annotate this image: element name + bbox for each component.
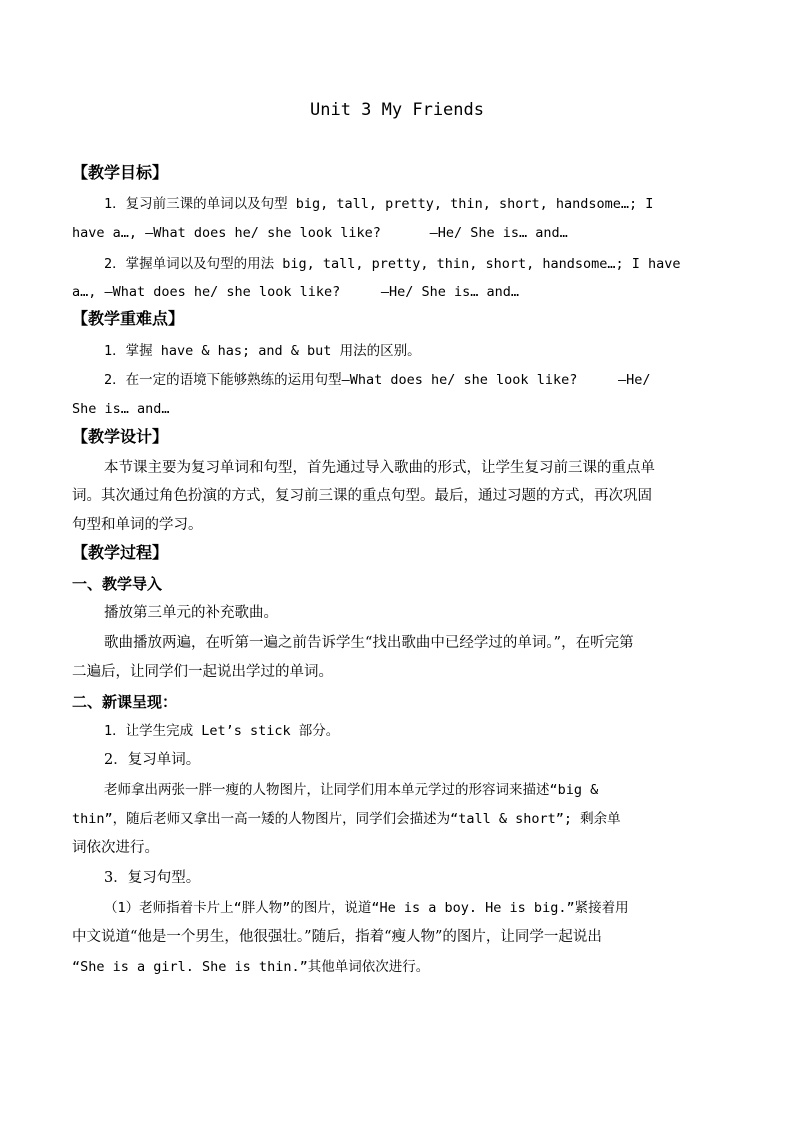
step-2-line-1: 老师拿出两张一胖一瘦的人物图片，让同学们用本单元学过的形容词来描述“big &	[104, 782, 599, 798]
design-line-1: 本节课主要为复习单词和句型，首先通过导入歌曲的形式，让学生复习前三课的重点单	[104, 460, 655, 476]
key-points-item-2-line-2: She is… and…	[72, 401, 170, 417]
goals-item-1-line-1: 1．复习前三课的单词以及句型 big, tall, pretty, thin, short, handsome…; I	[104, 196, 654, 212]
process-heading: 【教学过程】	[72, 543, 169, 562]
intro-line-1: 播放第三单元的补充歌曲。	[104, 605, 278, 621]
intro-line-3: 二遍后，让同学们一起说出学过的单词。	[72, 664, 333, 680]
goals-heading: 【教学目标】	[72, 163, 169, 182]
step-3: 3．复习句型。	[104, 870, 201, 886]
design-heading: 【教学设计】	[72, 427, 169, 446]
step-3-line-1: （1）老师指着卡片上“胖人物”的图片，说道“He is a boy. He is big.”紧接着用	[104, 900, 629, 916]
goals-item-2-line-2: a…, —What does he/ she look like? —He/ She is… and…	[72, 284, 520, 300]
key-points-item-1: 1．掌握 have & has; and & but 用法的区别。	[104, 343, 421, 359]
intro-heading: 一、教学导入	[72, 575, 163, 593]
key-points-item-2-line-1: 2．在一定的语境下能够熟练的运用句型—What does he/ she look like? —He/	[104, 372, 651, 388]
step-2-line-3: 词依次进行。	[72, 840, 159, 856]
goals-item-1-line-2: have a…, —What does he/ she look like? —He/ She is… and…	[72, 225, 568, 241]
intro-line-2: 歌曲播放两遍，在听第一遍之前告诉学生“找出歌曲中已经学过的单词。”，在听完第	[104, 635, 634, 651]
design-line-2: 词。其次通过角色扮演的方式，复习前三课的重点句型。最后，通过习题的方式，再次巩固	[72, 488, 652, 504]
document-title: Unit 3 My Friends	[310, 100, 484, 120]
key-points-heading: 【教学重难点】	[72, 309, 185, 328]
step-2: 2．复习单词。	[104, 752, 201, 768]
step-1: 1．让学生完成 Let’s stick 部分。	[104, 723, 340, 739]
goals-item-2-line-1: 2．掌握单词以及句型的用法 big, tall, pretty, thin, short, handsome…; I have	[104, 256, 681, 272]
step-2-line-2: thin”，随后老师又拿出一高一矮的人物图片，同学们会描述为“tall & short”; 剩余单	[72, 811, 621, 827]
step-3-line-3: “She is a girl. She is thin.”其他单词依次进行。	[72, 959, 430, 975]
step-3-line-2: 中文说道“他是一个男生，他很强壮。”随后，指着“瘦人物”的图片，让同学一起说出	[72, 929, 602, 945]
new-lesson-heading: 二、新课呈现：	[72, 693, 178, 711]
design-line-3: 句型和单词的学习。	[72, 517, 203, 533]
